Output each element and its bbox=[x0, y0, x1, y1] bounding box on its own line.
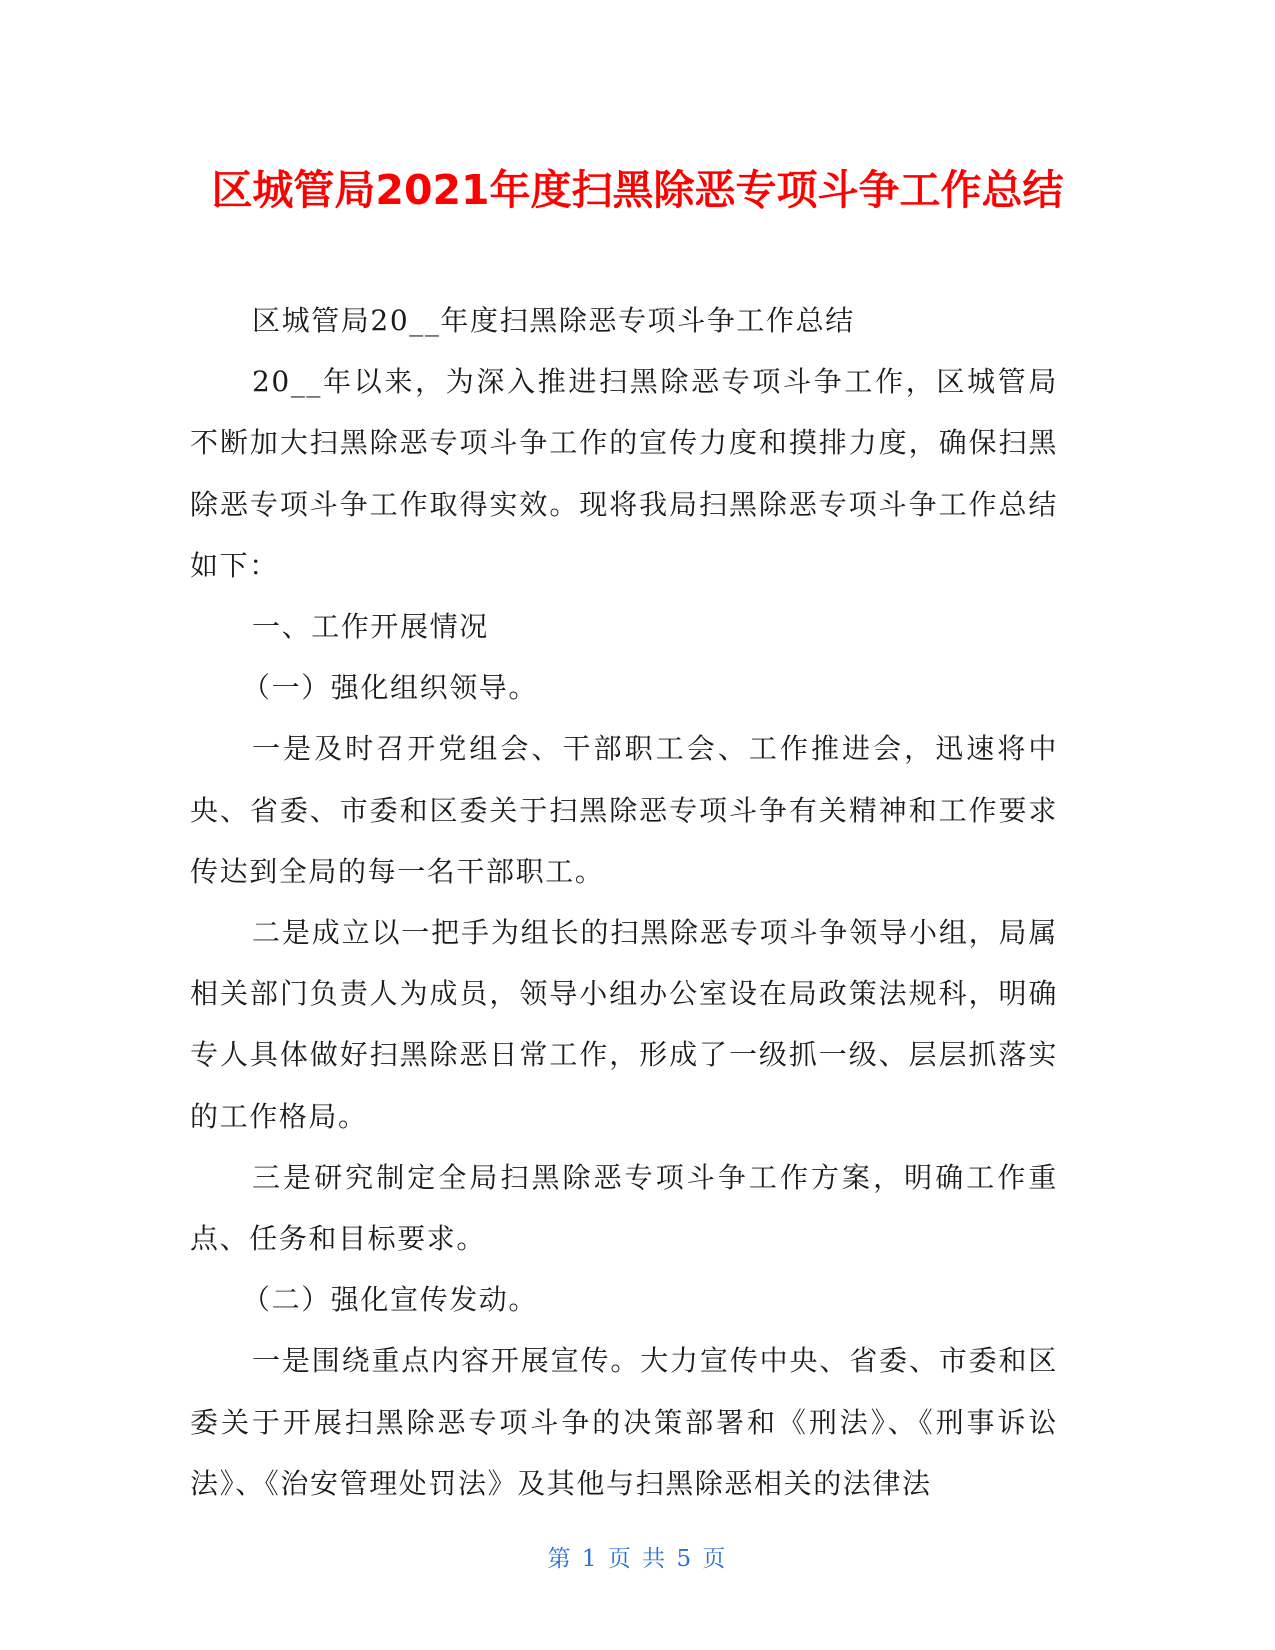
subsection-heading-2: （二）强化宣传发动。 bbox=[242, 1283, 539, 1317]
subsection-heading-1: （一）强化组织领导。 bbox=[242, 671, 539, 705]
section-heading-1: 一、工作开展情况 bbox=[252, 610, 489, 644]
page-number-label: 第 1 页 共 5 页 bbox=[547, 1546, 728, 1572]
paragraph-item-1: 一是及时召开党组会、干部职工会、工作推进会，迅速将中央、省委、市委和区委关于扫黑除恶专项斗争有关精神和工作要求传达到全局的每一名干部职工。 bbox=[190, 732, 1058, 888]
page-number-footer bbox=[0, 1544, 1275, 1574]
document-body bbox=[190, 290, 1058, 1514]
paragraph-item-3: 三是研究制定全局扫黑除恶专项斗争工作方案，明确工作重点、任务和目标要求。 bbox=[190, 1160, 1058, 1256]
paragraph-intro: 20__年以来，为深入推进扫黑除恶专项斗争工作，区城管局不断加大扫黑除恶专项斗争工作的宣传力度和摸排力度，确保扫黑除恶专项斗争工作取得实效。现将我局扫黑除恶专项斗争工作总结如下： bbox=[190, 365, 1058, 582]
document-title: 区城管局2021年度扫黑除恶专项斗争工作总结 bbox=[211, 166, 1064, 214]
paragraph-subtitle: 区城管局20__年度扫黑除恶专项斗争工作总结 bbox=[252, 304, 855, 337]
paragraph-item-4: 一是围绕重点内容开展宣传。大力宣传中央、省委、市委和区委关于开展扫黑除恶专项斗争的决策部署和《刑法》、《刑事诉讼法》、《治安管理处罚法》及其他与扫黑除恶相关的法律法 bbox=[190, 1344, 1058, 1500]
paragraph-item-2: 二是成立以一把手为组长的扫黑除恶专项斗争领导小组，局属相关部门负责人为成员，领导小组办公室设在局政策法规科，明确专人具体做好扫黑除恶日常工作，形成了一级抓一级、层层抓落实的工作格局。 bbox=[190, 916, 1058, 1133]
